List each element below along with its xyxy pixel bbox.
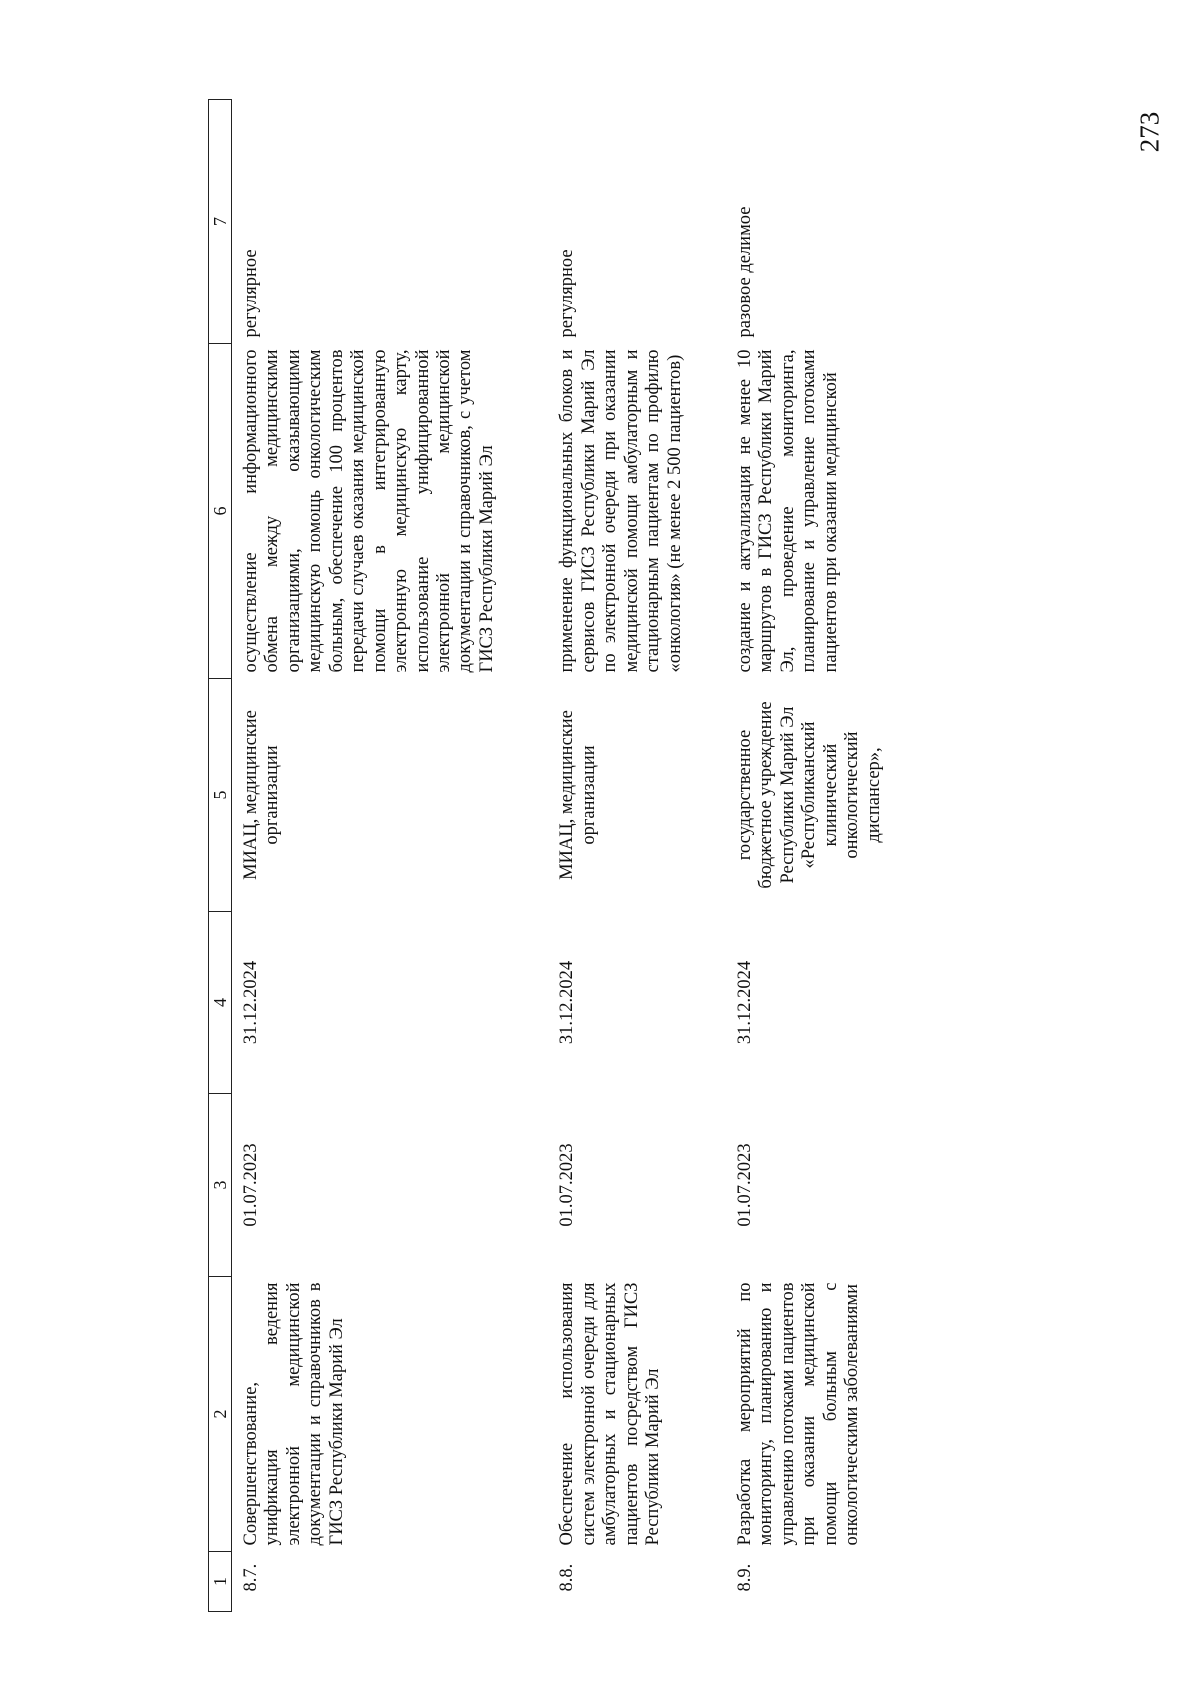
end-date: 31.12.2024 [557,960,578,1045]
executor: государственное бюджетное учреждение Республики Марий Эл «Республиканский клинический онкологический диспансер», [735,701,884,889]
rotated-table-container [208,100,1058,1612]
table-row [726,100,887,1612]
end-date: 31.12.2024 [735,960,756,1045]
activity-type: регулярное [557,249,578,338]
plan-table [208,99,887,1612]
executor: МИАЦ, медицинские организации [240,710,283,880]
row-spacer [500,100,548,1612]
row-number: 8.9. [735,1563,756,1592]
activity-name: Разработка мероприятий по мониторингу, планированию и управлению потоками пациентов при оказании медицинской помощи больным с онкологическими заболеваниями [735,1282,863,1546]
expected-result: осуществление информационного обмена между медицинскими организациями, оказывающими медицинскую помощь онкологическим больным, обеспечение 100 процентов передачи случаев оказания медицинской помощи в интегрированную электронную медицинскую карту, использование унифицированной электронной медицинской документации и справочников, с учетом ГИСЗ Республики Марий Эл [240,349,497,673]
header-cell: 2 [209,1277,232,1552]
row-spacer [688,100,726,1612]
expected-result: применение функциональных блоков и сервисов ГИСЗ Республики Марий Эл по электронной очереди при оказании медицинской помощи амбулаторным и стационарным пациентам по профилю «онкология» (не менее 2 500 пациентов) [557,349,685,673]
executor: МИАЦ, медицинские организации [557,710,599,880]
row-number: 8.8. [557,1563,578,1592]
header-cell: 5 [209,679,232,912]
end-date: 31.12.2024 [240,960,261,1045]
activity-type: разовое делимое [735,206,756,338]
header-cell: 7 [209,100,232,344]
table-row [548,100,688,1612]
table-row [231,100,500,1612]
activity-type: регулярное [240,249,261,338]
row-number: 8.7. [240,1563,261,1592]
start-date: 01.07.2023 [735,1143,756,1227]
header-cell: 6 [209,344,232,679]
header-cell: 4 [209,912,232,1094]
header-row [209,100,232,1612]
start-date: 01.07.2023 [557,1143,578,1227]
start-date: 01.07.2023 [240,1143,261,1227]
header-cell: 3 [209,1094,232,1277]
page-number: 273 [1134,111,1165,153]
activity-name: Обеспечение использования систем электронной очереди для амбулаторных и стационарных пациентов посредством ГИСЗ Республики Марий Эл [557,1282,664,1546]
expected-result: создание и актуализация не менее 10 маршрутов в ГИСЗ Республики Марий Эл, проведение мониторинга, планирование и управление потоками пациентов при оказании медицинской [735,349,841,673]
header-cell: 1 [209,1552,232,1612]
activity-name: Совершенствование, унификация ведения электронной медицинской документации и справочников в ГИСЗ Республики Марий Эл [240,1282,347,1546]
